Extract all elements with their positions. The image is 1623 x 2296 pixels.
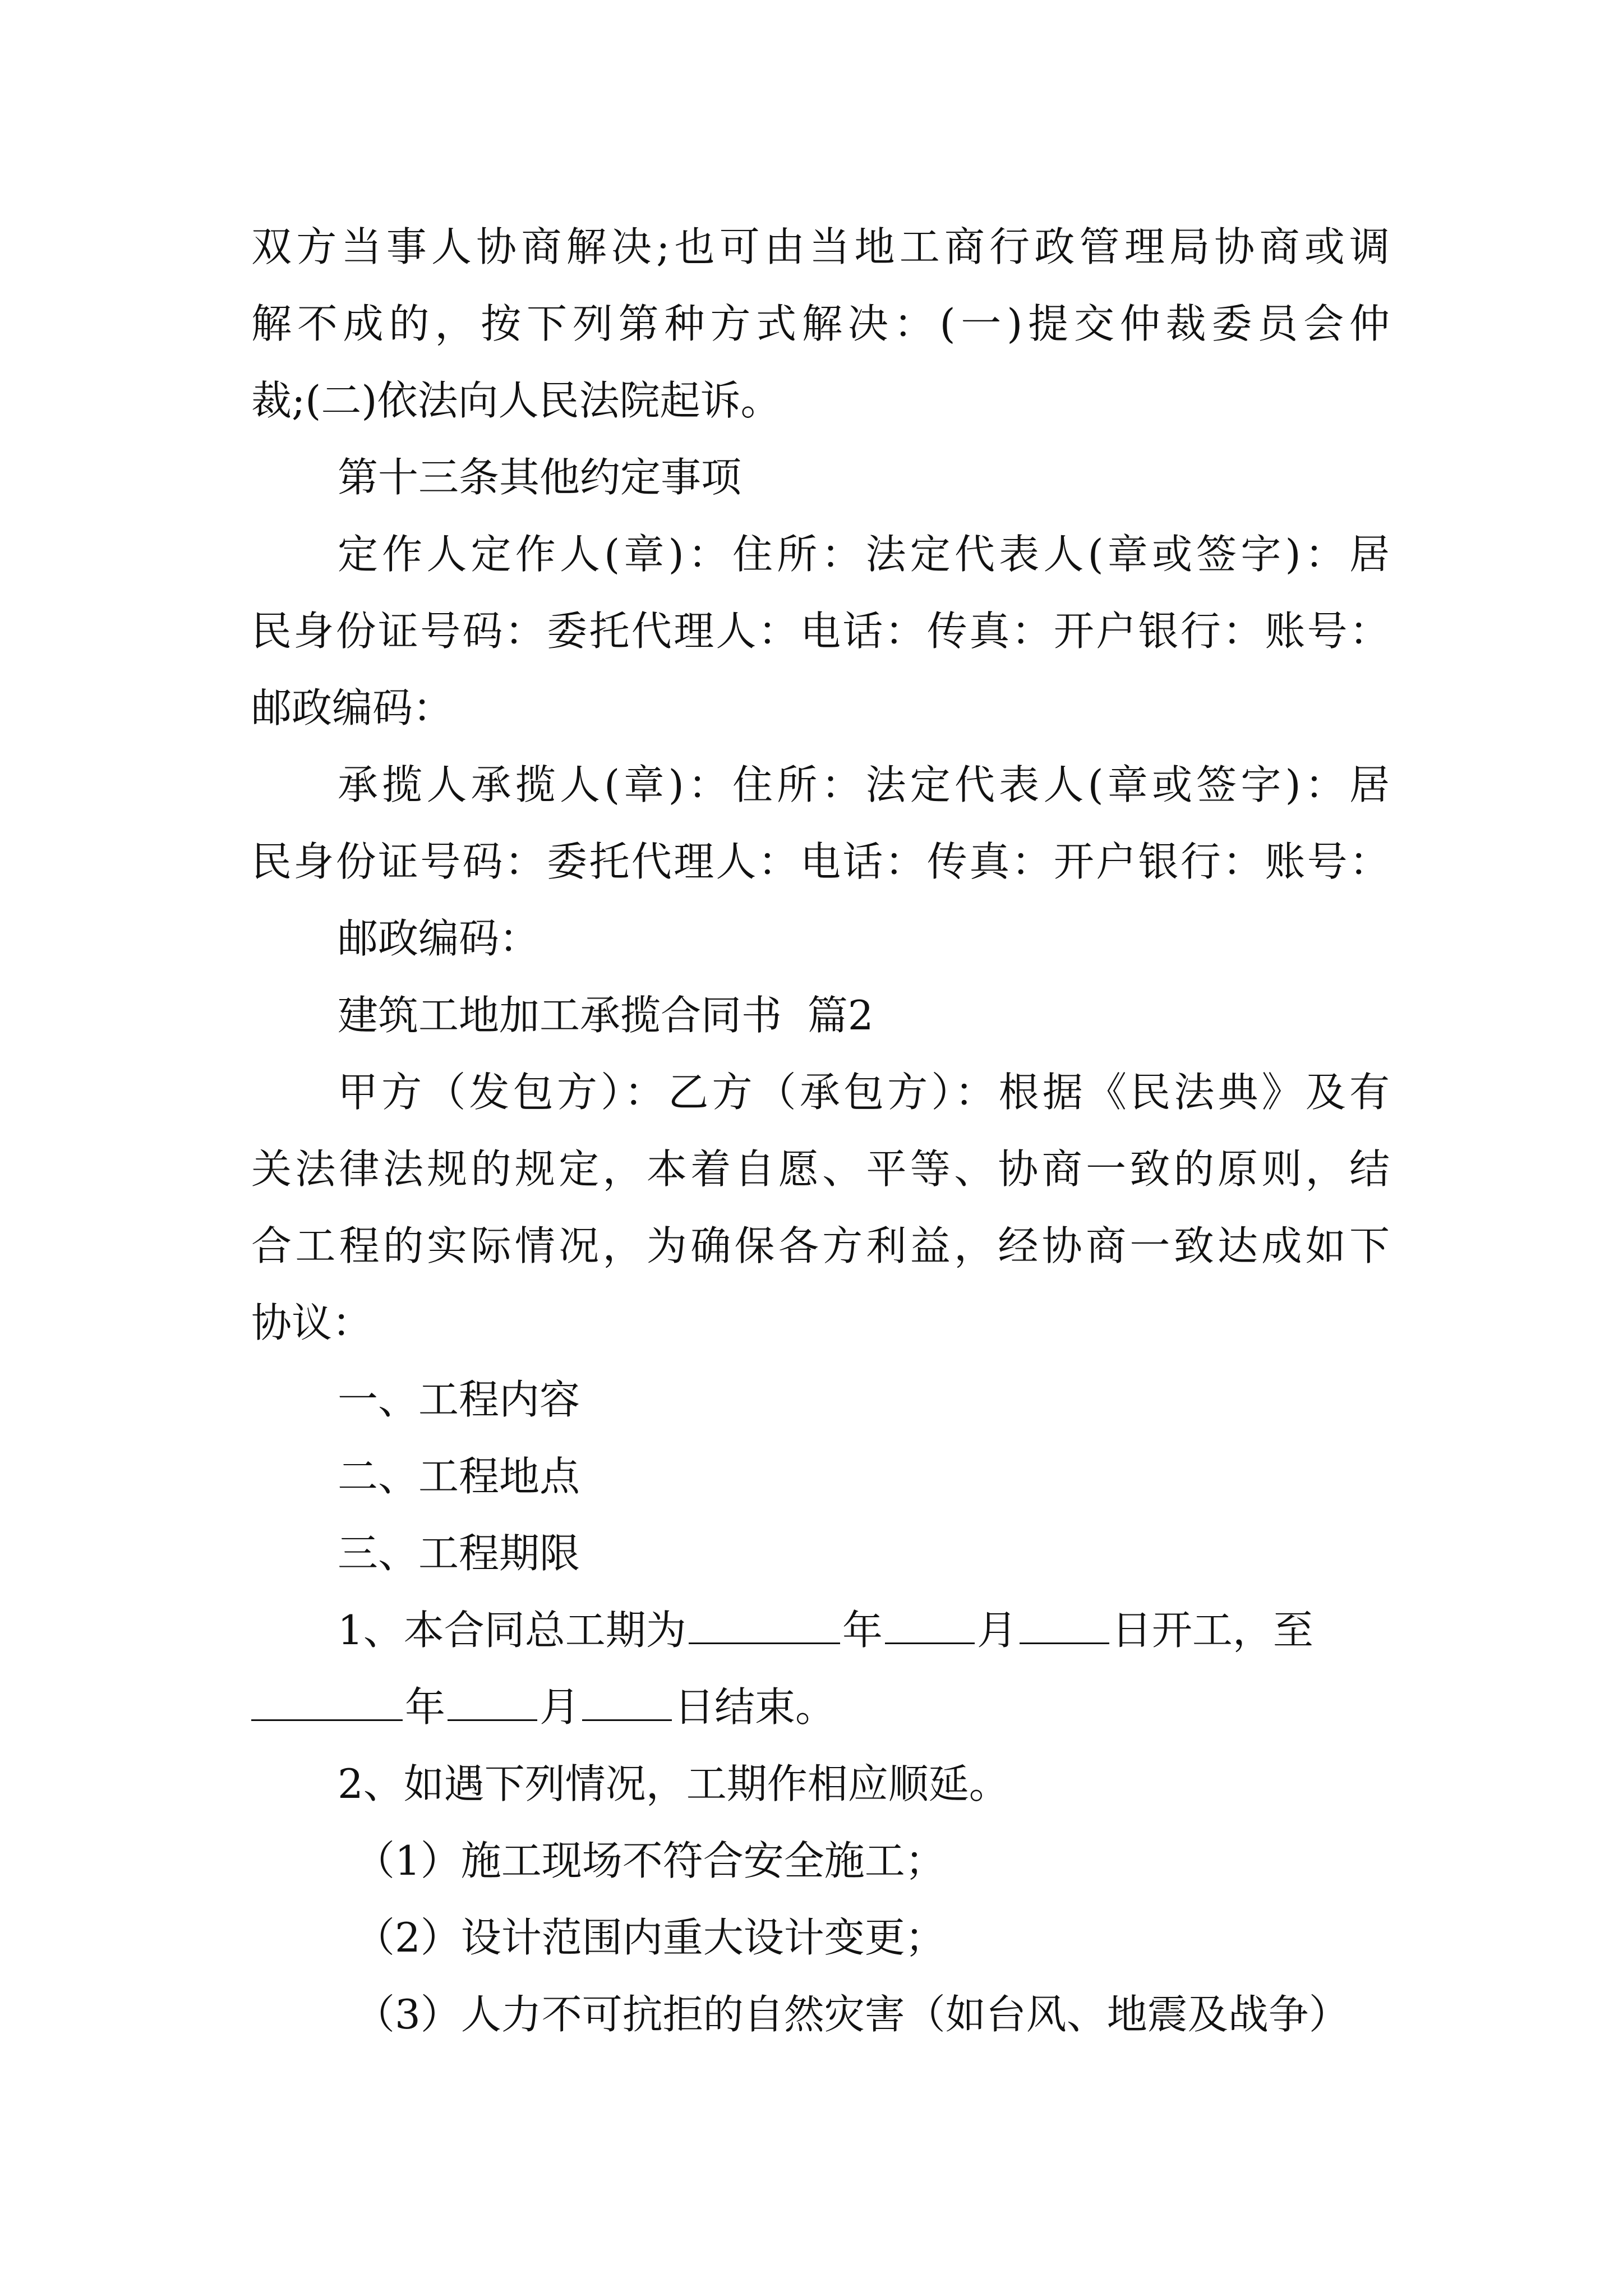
section-heading: 二、工程地点 (338, 1453, 580, 1500)
paragraph-line: 民身份证号码：委托代理人：电话：传真：开户银行：账号： (251, 838, 1390, 885)
period-end-suffix: 日结束。 (674, 1683, 836, 1731)
document-page (251, 209, 1390, 2053)
list-item: （1）施工现场不符合安全施工； (354, 1837, 946, 1884)
paragraph-line: 邮政编码： (251, 684, 454, 731)
blank-day-start[interactable] (1020, 1609, 1109, 1644)
paragraph-line: 合工程的实际情况，为确保各方利益，经协商一致达成如下 (251, 1222, 1390, 1269)
blank-month-start[interactable] (885, 1609, 975, 1644)
period-line-2 (251, 1669, 1390, 1746)
paragraph-line: 民身份证号码：委托代理人：电话：传真：开户银行：账号： (251, 608, 1390, 655)
year-label: 年 (405, 1683, 446, 1731)
list-item: （3）人力不可抗拒的自然灾害（如台风、地震及战争） (354, 1991, 1349, 2038)
section-heading: 三、工程期限 (338, 1530, 580, 1577)
blank-year-start[interactable] (689, 1609, 840, 1644)
blank-day-end[interactable] (582, 1686, 672, 1721)
blank-month-end[interactable] (448, 1686, 537, 1721)
paragraph-line: 裁;(二)依法向人民法院起诉。 (251, 377, 781, 424)
period-suffix: 日开工，至 (1111, 1607, 1313, 1654)
list-item: （2）设计范围内重大设计变更； (354, 1914, 946, 1961)
month-label: 月 (976, 1607, 1017, 1654)
month-label: 月 (540, 1683, 580, 1731)
paragraph-line: 解不成的，按下列第种方式解决：(一)提交仲裁委员会仲 (251, 300, 1390, 347)
paragraph-line: 邮政编码： (338, 915, 540, 962)
period-prefix: 1、本合同总工期为 (338, 1607, 686, 1654)
section-title: 建筑工地加工承揽合同书 篇2 (338, 992, 874, 1039)
paragraph-line: 承揽人承揽人(章)：住所：法定代表人(章或签字)：居 (338, 761, 1390, 808)
paragraph-line: 定作人定作人(章)：住所：法定代表人(章或签字)：居 (338, 531, 1390, 578)
section-heading: 一、工程内容 (338, 1376, 580, 1423)
blank-year-end[interactable] (251, 1686, 403, 1721)
period-line-1 (251, 1592, 1390, 1669)
clause-heading: 第十三条其他约定事项 (338, 454, 742, 501)
paragraph-line: 双方当事人协商解决;也可由当地工商行政管理局协商或调 (251, 223, 1390, 270)
paragraph-line: 2、如遇下列情况，工期作相应顺延。 (338, 1760, 1009, 1807)
paragraph-line: 甲方（发包方）：乙方（承包方）：根据《民法典》及有 (338, 1069, 1390, 1116)
paragraph-line: 关法律法规的规定，本着自愿、平等、协商一致的原则，结 (251, 1145, 1390, 1193)
year-label: 年 (842, 1607, 883, 1654)
paragraph-line: 协议： (251, 1299, 373, 1346)
